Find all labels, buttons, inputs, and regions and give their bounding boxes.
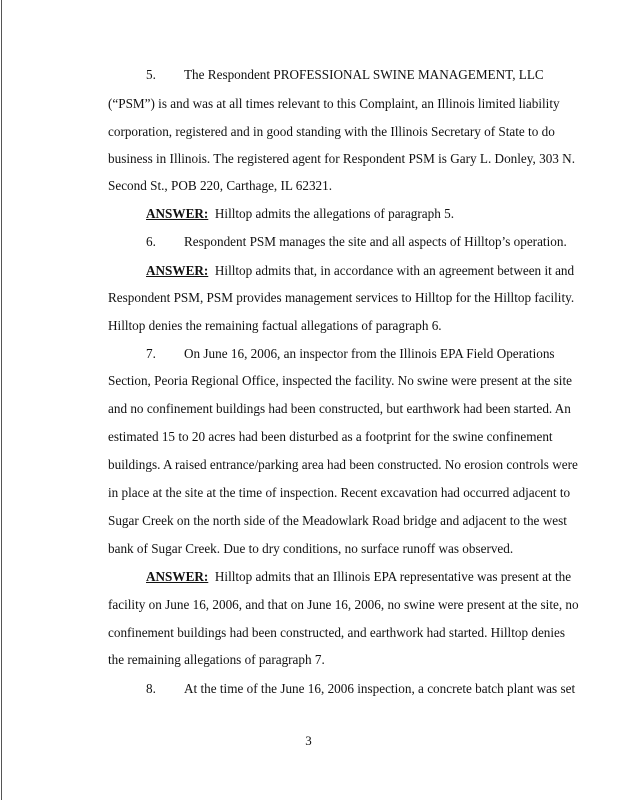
page-number: 3	[305, 733, 312, 748]
paragraph-text: Respondent PSM manages the site and all aspects of Hilltop’s operation.	[184, 234, 567, 249]
paragraph-7-line: and no confinement buildings had been constructed, but earthwork had been started. An	[108, 401, 571, 416]
answer-label: ANSWER:	[146, 263, 209, 278]
answer-label: ANSWER:	[146, 569, 209, 584]
answer-text: Hilltop admits that an Illinois EPA representative was present at the	[214, 569, 572, 584]
paragraph-8-first-line	[146, 681, 576, 697]
paragraph-7-line: Sugar Creek on the north side of the Meadowlark Road bridge and adjacent to the west	[108, 513, 567, 528]
paragraph-text: At the time of the June 16, 2006 inspection, a concrete batch plant was set	[184, 681, 576, 696]
paragraph-5-line: (“PSM”) is and was at all times relevant to this Complaint, an Illinois limited liability	[108, 96, 560, 111]
answer-7-line: the remaining allegations of paragraph 7.	[108, 652, 325, 667]
answer-text: Hilltop admits that, in accordance with an agreement between it and	[214, 263, 575, 278]
paragraph-7-line: estimated 15 to 20 acres had been disturbed as a footprint for the swine confinement	[108, 429, 553, 444]
paragraph-number: 8.	[146, 681, 156, 696]
paragraph-7-first-line	[146, 346, 555, 362]
answer-7-line: facility on June 16, 2006, and that on June 16, 2006, no swine were present at the site, no	[108, 597, 579, 612]
answer-text: Hilltop admits the allegations of paragraph 5.	[214, 206, 455, 221]
paragraph-5-line: corporation, registered and in good standing with the Illinois Secretary of State to do	[108, 124, 555, 139]
answer-label: ANSWER:	[146, 206, 209, 221]
paragraph-6	[146, 234, 567, 250]
paragraph-number: 5.	[146, 67, 156, 82]
paragraph-5-first-line	[146, 67, 544, 83]
paragraph-7-line: buildings. A raised entrance/parking area had been constructed. No erosion controls were	[108, 457, 578, 472]
answer-6-first-line	[146, 263, 575, 279]
answer-5	[146, 206, 536, 222]
scan-edge-line	[1, 0, 2, 800]
paragraph-number: 7.	[146, 346, 156, 361]
paragraph-text: On June 16, 2006, an inspector from the Illinois EPA Field Operations	[184, 346, 555, 361]
answer-7-first-line	[146, 569, 572, 585]
paragraph-number: 6.	[146, 234, 156, 249]
paragraph-5-line: business in Illinois. The registered agent for Respondent PSM is Gary L. Donley, 303 N.	[108, 151, 575, 166]
answer-7-line: confinement buildings had been constructed, and earthwork had started. Hilltop denies	[108, 625, 566, 640]
paragraph-5-line: Second St., POB 220, Carthage, IL 62321.	[108, 178, 333, 193]
answer-6-line: Hilltop denies the remaining factual allegations of paragraph 6.	[108, 318, 442, 333]
paragraph-7-line: bank of Sugar Creek. Due to dry conditions, no surface runoff was observed.	[108, 541, 514, 556]
paragraph-text: The Respondent PROFESSIONAL SWINE MANAGEMENT, LLC	[184, 67, 544, 82]
paragraph-7-line: Section, Peoria Regional Office, inspected the facility. No swine were present at the site	[108, 373, 572, 388]
answer-6-line: Respondent PSM, PSM provides management services to Hilltop for the Hilltop facility.	[108, 290, 575, 305]
paragraph-7-line: in place at the site at the time of inspection. Recent excavation had occurred adjacent to	[108, 485, 571, 500]
